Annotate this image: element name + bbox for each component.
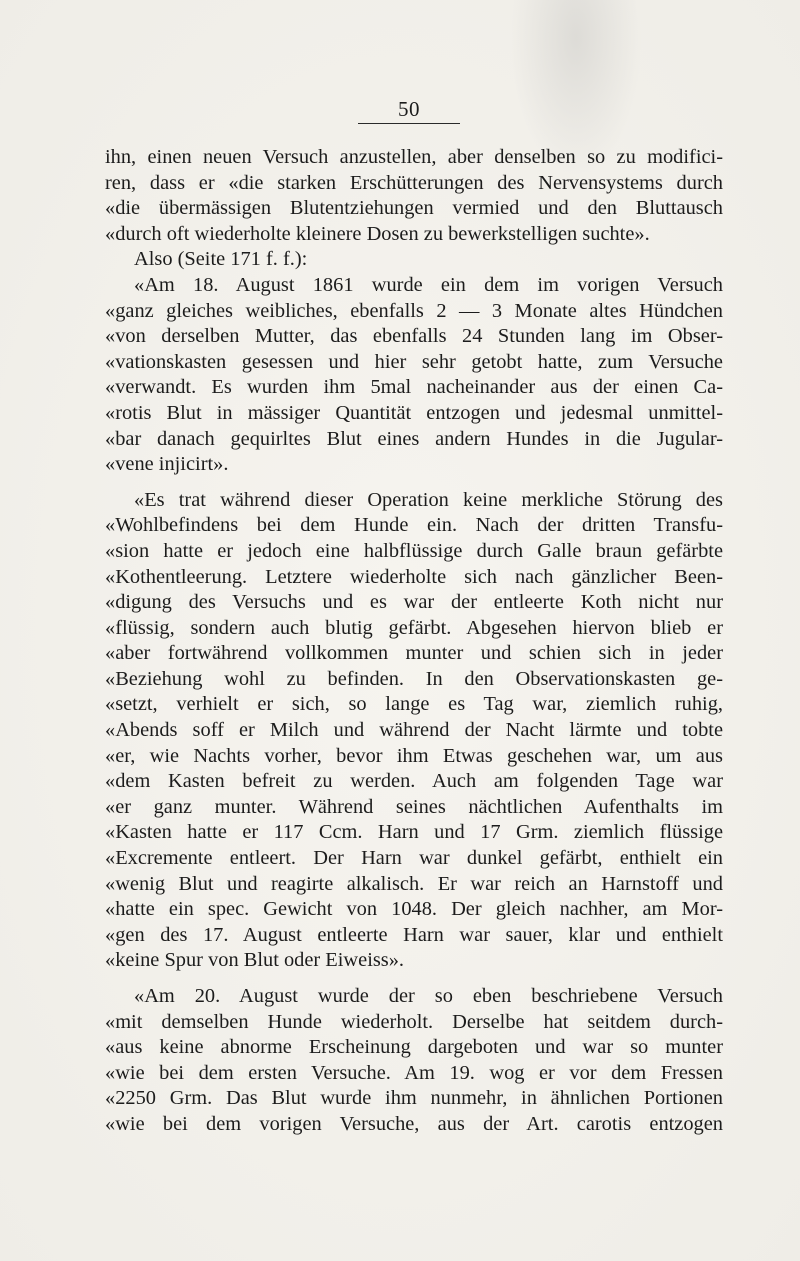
text-line: «keine Spur von Blut oder Eiweiss». xyxy=(105,949,405,972)
text-line: «Abends soff er Milch und während der Nacht lärmte und tobte xyxy=(105,719,723,742)
text-line: «dem Kasten befreit zu werden. Auch am folgenden Tage war xyxy=(105,770,723,793)
text-line: «aber fortwährend vollkommen munter und schien sich in jeder xyxy=(105,642,723,665)
text-line: «Am 20. August wurde der so eben beschriebene Versuch xyxy=(134,985,723,1007)
text-line: «mit demselben Hunde wiederholt. Derselbe hat seitdem durch- xyxy=(105,1010,723,1033)
text-line: «vationskasten gesessen und hier sehr getobt hatte, zum Versuche xyxy=(105,350,723,373)
text-line: «Kasten hatte er 117 Ccm. Harn und 17 Grm. ziemlich flüssige xyxy=(105,821,723,844)
text-line: «wenig Blut und reagirte alkalisch. Er war reich an Harnstoff und xyxy=(105,872,723,895)
text-line: «Wohlbefindens bei dem Hunde ein. Nach der dritten Transfu- xyxy=(105,514,723,537)
text-line: «wie bei dem ersten Versuche. Am 19. wog er vor dem Fressen xyxy=(105,1061,723,1084)
text-line: «2250 Grm. Das Blut wurde ihm nunmehr, in ähnlichen Portionen xyxy=(105,1087,723,1110)
text-line: «er ganz munter. Während seines nächtlichen Aufenthalts im xyxy=(105,795,723,818)
text-line: «flüssig, sondern auch blutig gefärbt. Abgesehen hiervon blieb er xyxy=(105,616,723,639)
header-rule xyxy=(358,123,460,124)
text-line: «aus keine abnorme Erscheinung dargeboten und war so munter xyxy=(105,1036,723,1059)
text-line: «von derselben Mutter, das ebenfalls 24 Stunden lang im Obser- xyxy=(105,325,723,348)
text-line: «gen des 17. August entleerte Harn war sauer, klar und enthielt xyxy=(105,923,723,946)
text-line: «Excremente entleert. Der Harn war dunkel gefärbt, enthielt ein xyxy=(105,847,723,870)
text-line: «durch oft wiederholte kleinere Dosen zu bewerkstelligen suchte». xyxy=(105,222,650,245)
text-line: ren, dass er «die starken Erschütterungen des Nervensystems durch xyxy=(105,171,723,194)
body-text xyxy=(105,145,723,1138)
text-line: «die übermässigen Blutentziehungen vermied und den Bluttausch xyxy=(105,197,723,220)
text-line: «digung des Versuchs und es war der entleerte Koth nicht nur xyxy=(105,591,723,614)
text-line: «Es trat während dieser Operation keine merkliche Störung des xyxy=(134,488,723,511)
text-line: «hatte ein spec. Gewicht von 1048. Der gleich nachher, am Mor- xyxy=(105,898,723,921)
text-line: «verwandt. Es wurden ihm 5mal nacheinander aus der einen Ca- xyxy=(105,376,723,399)
text-line: «er, wie Nachts vorher, bevor ihm Etwas geschehen war, um aus xyxy=(105,744,723,767)
text-line: «sion hatte er jedoch eine halbflüssige durch Galle braun gefärbte xyxy=(105,539,723,562)
text-line: «bar danach gequirltes Blut eines andern Hundes in die Jugular- xyxy=(105,427,723,450)
paragraph-gap xyxy=(105,478,723,488)
text-line: «wie bei dem vorigen Versuche, aus der Art. carotis entzogen xyxy=(105,1112,723,1135)
text-line: «vene injicirt». xyxy=(105,453,229,476)
page-header xyxy=(358,96,460,124)
text-line: ihn, einen neuen Versuch anzustellen, aber denselben so zu modifici- xyxy=(105,146,723,168)
text-line: «Am 18. August 1861 wurde ein dem im vorigen Versuch xyxy=(134,273,723,296)
text-line: «rotis Blut in mässiger Quantität entzogen und jedesmal unmittel- xyxy=(105,401,723,424)
text-line: Also (Seite 171 f. f.): xyxy=(134,248,308,271)
text-line: «setzt, verhielt er sich, so lange es Tag war, ziemlich ruhig, xyxy=(105,693,723,716)
paragraph-gap xyxy=(105,974,723,984)
text-line: «Kothentleerung. Letztere wiederholte sich nach gänzlicher Been- xyxy=(105,565,723,588)
text-line: «Beziehung wohl zu befinden. In den Observationskasten ge- xyxy=(105,667,723,690)
text-line: «ganz gleiches weibliches, ebenfalls 2 — 3 Monate altes Hündchen xyxy=(105,299,723,322)
page-number: 50 xyxy=(398,97,420,121)
